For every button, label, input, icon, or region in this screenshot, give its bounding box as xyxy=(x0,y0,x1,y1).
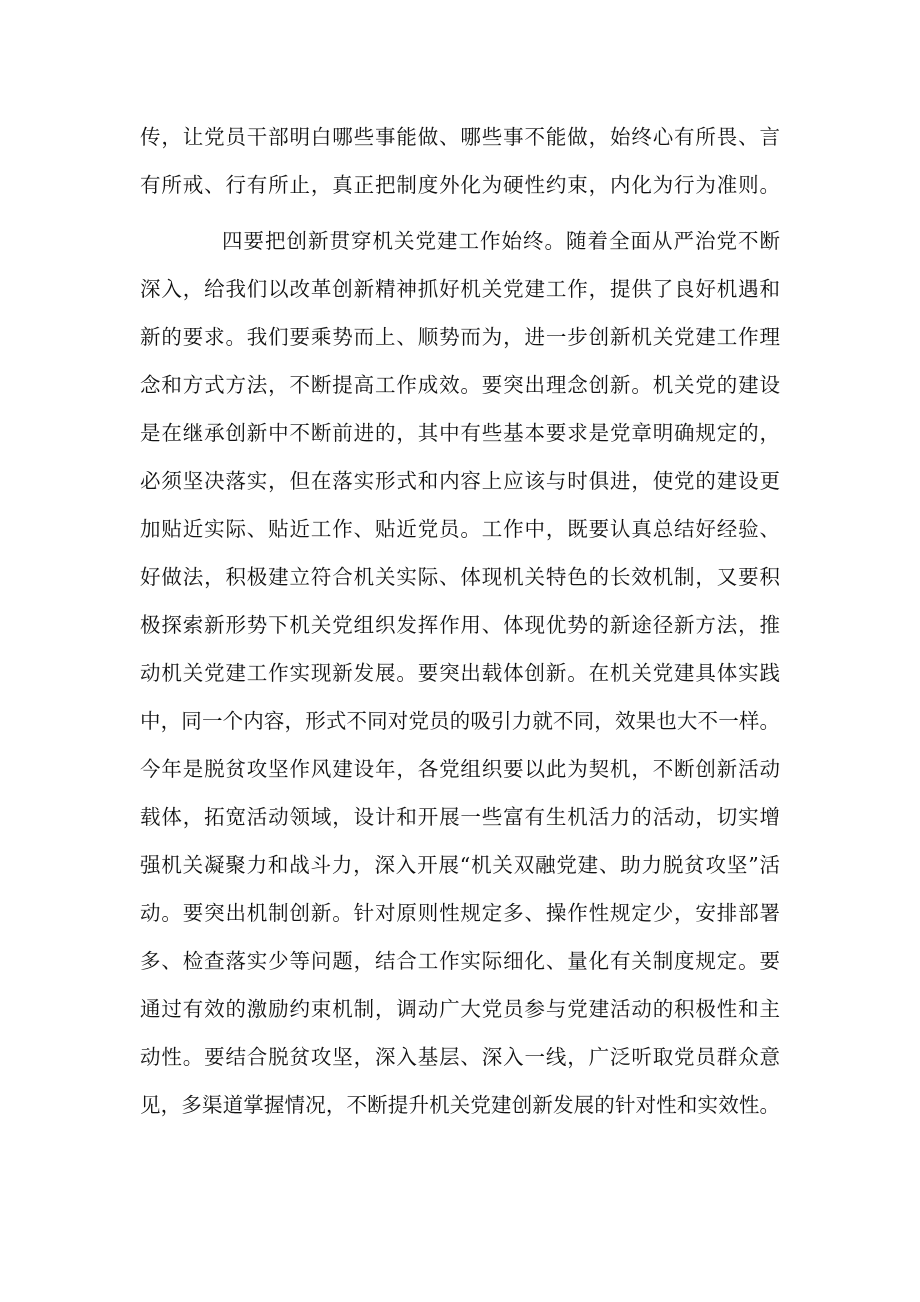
paragraph-line: 有所戒、行有所止，真正把制度外化为硬性约束，内化为行为准则。 xyxy=(140,173,780,197)
paragraph-line: 中，同一个内容，形式不同对党员的吸引力就不同，效果也大不一样。 xyxy=(140,709,780,733)
paragraph-line: 今年是脱贫攻坚作风建设年，各党组织要以此为契机，不断创新活动 xyxy=(140,757,780,781)
paragraph-line: 动机关党建工作实现新发展。要突出载体创新。在机关党建具体实践 xyxy=(140,661,780,685)
paragraph-1 xyxy=(140,113,780,209)
paragraph-line: 多、检查落实少等问题，结合工作实际细化、量化有关制度规定。要 xyxy=(140,949,780,973)
paragraph-line: 传，让党员干部明白哪些事能做、哪些事不能做，始终心有所畏、言 xyxy=(140,125,780,149)
paragraph-line: 见，多渠道掌握情况，不断提升机关党建创新发展的针对性和实效性。 xyxy=(140,1093,780,1117)
paragraph-line: 是在继承创新中不断前进的，其中有些基本要求是党章明确规定的， xyxy=(140,421,780,445)
paragraph-line: 好做法，积极建立符合机关实际、体现机关特色的长效机制，又要积 xyxy=(140,565,780,589)
paragraph-line: 加贴近实际、贴近工作、贴近党员。工作中，既要认真总结好经验、 xyxy=(140,517,780,541)
paragraph-line: 动。要突出机制创新。针对原则性规定多、操作性规定少，安排部署 xyxy=(140,901,780,925)
paragraph-line: 深入，给我们以改革创新精神抓好机关党建工作，提供了良好机遇和 xyxy=(140,277,780,301)
paragraph-line: 载体，拓宽活动领域，设计和开展一些富有生机活力的活动，切实增 xyxy=(140,805,780,829)
paragraph-line: 念和方式方法，不断提高工作成效。要突出理念创新。机关党的建设 xyxy=(140,373,780,397)
paragraph-first-line: 四要把创新贯穿机关党建工作始终。随着全面从严治党不断 xyxy=(222,229,780,253)
paragraph-line: 必须坚决落实，但在落实形式和内容上应该与时俱进，使党的建设更 xyxy=(140,469,780,493)
paragraph-line: 极探索新形势下机关党组织发挥作用、体现优势的新途径新方法，推 xyxy=(140,613,780,637)
paragraph-line: 动性。要结合脱贫攻坚，深入基层、深入一线，广泛听取党员群众意 xyxy=(140,1045,780,1069)
paragraph-line: 强机关凝聚力和战斗力，深入开展“机关双融党建、助力脱贫攻坚”活 xyxy=(140,853,780,877)
paragraph-2 xyxy=(140,217,780,1129)
paragraph-line: 通过有效的激励约束机制，调动广大党员参与党建活动的积极性和主 xyxy=(140,997,780,1021)
paragraph-line: 新的要求。我们要乘势而上、顺势而为，进一步创新机关党建工作理 xyxy=(140,325,780,349)
